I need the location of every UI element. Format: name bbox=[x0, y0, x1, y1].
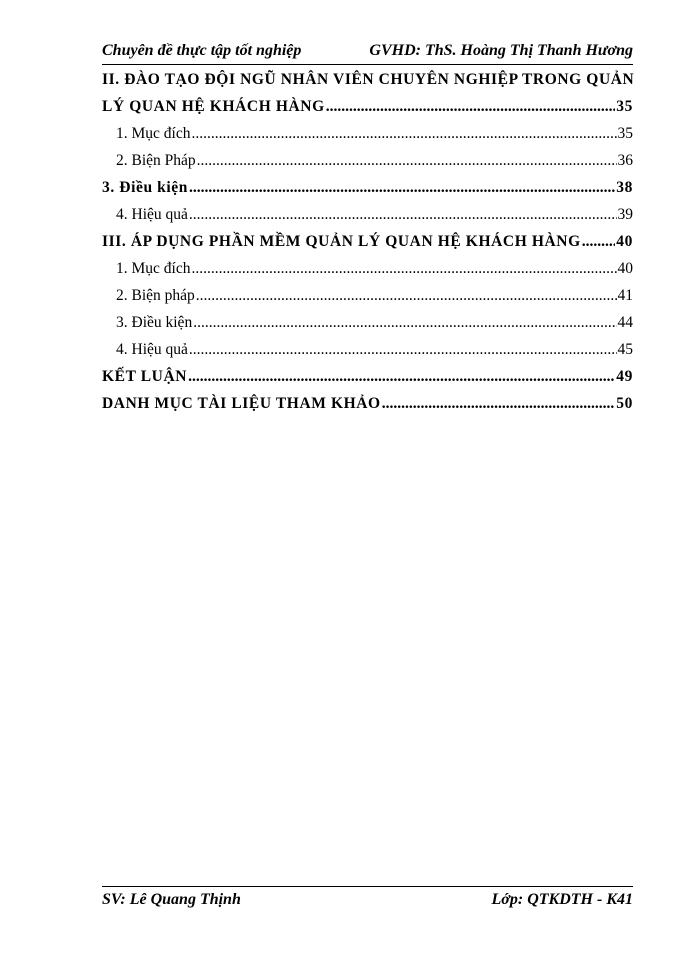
toc-entry-page: 50 bbox=[616, 395, 633, 412]
toc-entry-title: II. ĐÀO TẠO ĐỘI NGŨ NHÂN VIÊN CHUYÊN NGHIỆP TRONG QUẢN bbox=[102, 71, 635, 88]
toc-entry-page: 35 bbox=[617, 125, 633, 142]
header-document-title: Chuyên đề thực tập tốt nghiệp bbox=[102, 42, 302, 59]
toc-entry-page: 40 bbox=[617, 260, 633, 277]
toc-entry-page: 49 bbox=[616, 368, 633, 385]
toc-entry-title: 4. Hiệu quả bbox=[116, 341, 188, 358]
toc-leader-dots bbox=[191, 255, 616, 282]
footer-class: Lớp: QTKDTH - K41 bbox=[491, 891, 633, 908]
toc-leader-dots bbox=[582, 228, 616, 255]
toc-entry-title: DANH MỤC TÀI LIỆU THAM KHẢO bbox=[102, 395, 381, 412]
toc-entry bbox=[102, 201, 633, 228]
toc-entry bbox=[102, 363, 633, 390]
toc-entry-title: 3. Điều kiện bbox=[102, 179, 189, 196]
toc-entry-title: 2. Biện Pháp bbox=[116, 152, 196, 169]
toc-leader-dots bbox=[189, 336, 617, 363]
toc-leader-dots bbox=[196, 282, 617, 309]
toc-entry-title: 1. Mục đích bbox=[116, 260, 191, 277]
toc-leader-dots bbox=[189, 174, 615, 201]
toc-leader-dots bbox=[191, 120, 616, 147]
toc-leader-dots bbox=[189, 201, 617, 228]
toc-entry-page: 35 bbox=[616, 98, 633, 115]
toc-entry bbox=[102, 93, 633, 120]
toc-entry-page: 39 bbox=[617, 206, 633, 223]
toc-entry bbox=[102, 66, 633, 93]
toc-entry-title: 1. Mục đích bbox=[116, 125, 191, 142]
toc-entry bbox=[102, 390, 633, 417]
toc-leader-dots bbox=[326, 93, 616, 120]
toc-leader-dots bbox=[197, 147, 617, 174]
toc-entry-page: 44 bbox=[617, 314, 633, 331]
toc-leader-dots bbox=[382, 390, 616, 417]
toc-entry-title: LÝ QUAN HỆ KHÁCH HÀNG bbox=[102, 98, 325, 115]
toc-entry bbox=[102, 228, 633, 255]
toc-leader-dots bbox=[188, 363, 615, 390]
toc-entry bbox=[102, 336, 633, 363]
toc-entry bbox=[102, 174, 633, 201]
toc-entry bbox=[102, 309, 633, 336]
toc-entry-title: KẾT LUẬN bbox=[102, 368, 188, 385]
toc-entry bbox=[102, 282, 633, 309]
toc-entry-page: 41 bbox=[617, 287, 633, 304]
toc-entry-title: 4. Hiệu quả bbox=[116, 206, 188, 223]
table-of-contents bbox=[102, 66, 633, 417]
header-supervisor: GVHD: ThS. Hoàng Thị Thanh Hương bbox=[369, 42, 633, 59]
toc-entry-title: 3. Điều kiện bbox=[116, 314, 193, 331]
page-header bbox=[102, 40, 633, 65]
toc-entry bbox=[102, 147, 633, 174]
toc-entry bbox=[102, 120, 633, 147]
toc-entry-page: 38 bbox=[616, 179, 633, 196]
toc-entry bbox=[102, 255, 633, 282]
page-footer bbox=[102, 886, 633, 913]
toc-entry-title: III. ÁP DỤNG PHẦN MỀM QUẢN LÝ QUAN HỆ KHÁCH HÀNG bbox=[102, 233, 581, 250]
toc-entry-page: 36 bbox=[617, 152, 633, 169]
toc-entry-title: 2. Biện pháp bbox=[116, 287, 195, 304]
toc-entry-page: 45 bbox=[617, 341, 633, 358]
toc-leader-dots bbox=[193, 309, 616, 336]
footer-student-name: SV: Lê Quang Thịnh bbox=[102, 891, 241, 908]
toc-entry-page: 40 bbox=[616, 233, 633, 250]
